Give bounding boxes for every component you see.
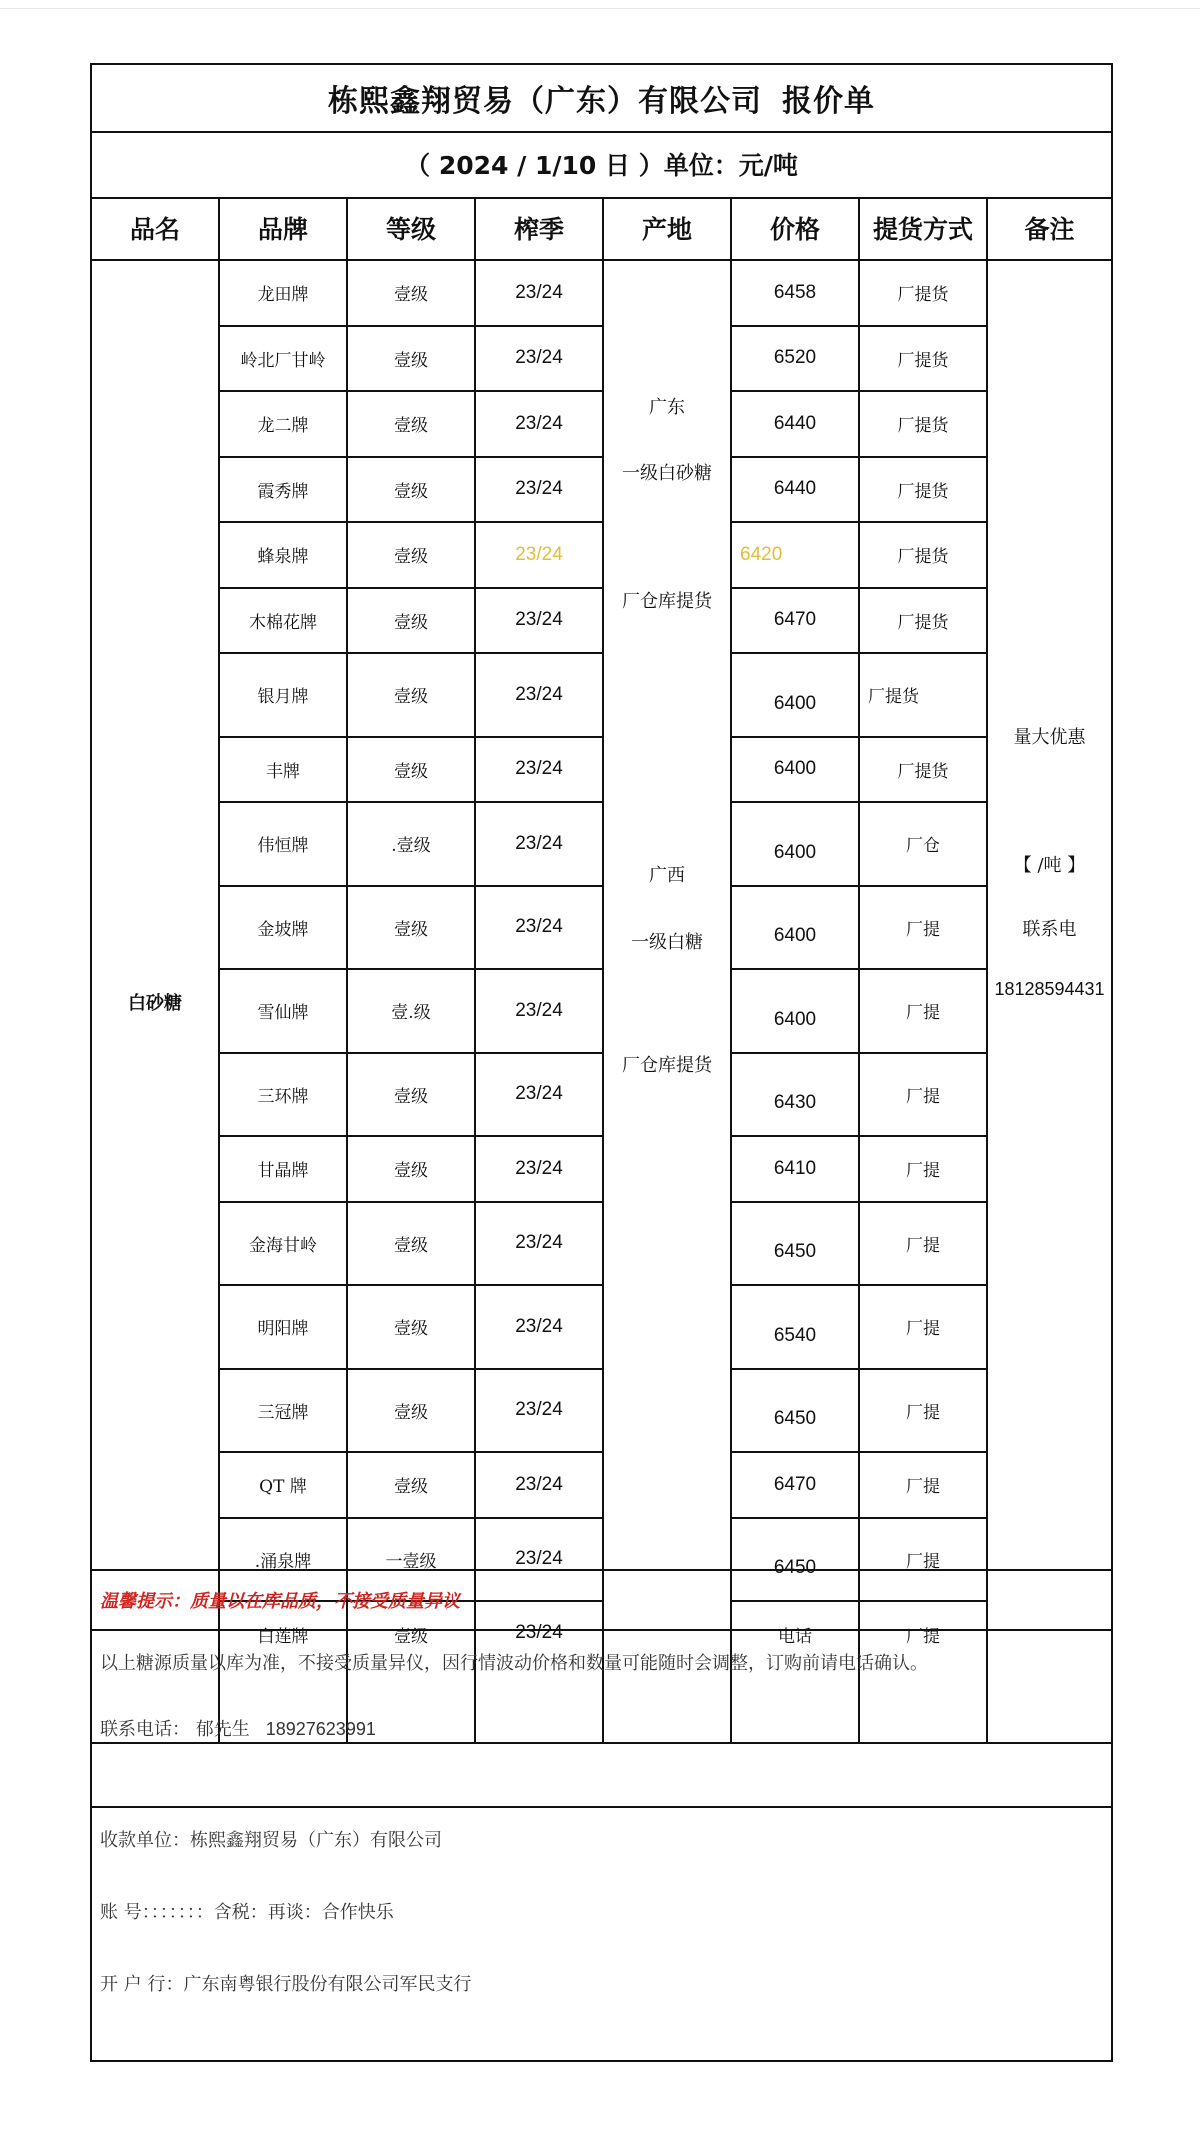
brand-cell: 丰牌 <box>219 737 347 803</box>
grade-cell: 壹级 <box>347 326 475 392</box>
origin-gx-pickup: 厂仓库提货 <box>622 1055 712 1076</box>
table-row <box>92 326 1111 392</box>
method-cell: 厂提 <box>859 1285 987 1369</box>
method-cell: 厂提 <box>859 886 987 970</box>
season-cell: 23/24 <box>475 653 603 737</box>
origin-gd-grade: 一级白砂糖 <box>622 463 712 484</box>
grade-cell: 壹级 <box>347 1202 475 1286</box>
grade-cell: 壹级 <box>347 1601 475 1743</box>
table-row <box>92 1369 1111 1453</box>
price-cell-highlight: 6420 <box>731 522 859 588</box>
grade-cell: 壹级 <box>347 391 475 457</box>
origin-gd-pickup: 厂仓库提货 <box>622 591 712 612</box>
brand-cell: 白莲牌 <box>219 1601 347 1743</box>
price-cell: 6400 <box>731 737 859 803</box>
brand-cell: 雪仙牌 <box>219 969 347 1053</box>
table-row <box>92 653 1111 737</box>
method-cell: 厂提 <box>859 1601 987 1743</box>
grade-cell: 壹级 <box>347 1285 475 1369</box>
payee-line: 收款单位：栋熙鑫翔贸易（广东）有限公司 <box>100 1830 442 1851</box>
origin-gx-grade: 一级白糖 <box>631 932 703 953</box>
method-cell: 厂提 <box>859 1053 987 1137</box>
season-cell: 23/24 <box>475 1202 603 1286</box>
season-cell: 23/24 <box>475 1518 603 1602</box>
origin-cell <box>603 260 731 1743</box>
method-cell: 厂提货 <box>859 391 987 457</box>
brand-cell: 明阳牌 <box>219 1285 347 1369</box>
price-cell: 6450 <box>731 1202 859 1286</box>
grade-cell: 壹级 <box>347 737 475 803</box>
season-cell: 23/24 <box>475 260 603 326</box>
price-cell: 6470 <box>731 1452 859 1518</box>
table-row <box>92 1202 1111 1286</box>
table-row <box>92 1053 1111 1137</box>
quotation-sheet <box>90 63 1113 2062</box>
method-cell: 厂提 <box>859 1202 987 1286</box>
bank-section <box>92 1808 1111 2064</box>
price-cell: 6450 <box>731 1369 859 1453</box>
col-header-origin: 产地 <box>603 197 731 260</box>
company-name: 栋熙鑫翔贸易（广东）有限公司 <box>328 84 762 119</box>
table-row <box>92 969 1111 1053</box>
price-cell: 电话 <box>731 1601 859 1743</box>
table-row <box>92 737 1111 803</box>
grade-cell: 壹级 <box>347 1369 475 1453</box>
origin-gx-region: 广西 <box>649 865 685 886</box>
price-cell: 6540 <box>731 1285 859 1369</box>
brand-cell: 三环牌 <box>219 1053 347 1137</box>
table-row <box>92 1452 1111 1518</box>
contact-phone: 18927623991 <box>265 1719 376 1739</box>
season-cell: 23/24 <box>475 326 603 392</box>
col-header-grade: 等级 <box>347 197 475 260</box>
season-cell: 23/24 <box>475 1369 603 1453</box>
contact-line <box>100 1715 376 1741</box>
method-cell: 厂提 <box>859 1136 987 1202</box>
brand-cell: 银月牌 <box>219 653 347 737</box>
contact-label: 联系电话： 郁先生 <box>100 1719 250 1740</box>
brand-cell: 三冠牌 <box>219 1369 347 1453</box>
notes-section <box>92 1631 1111 1808</box>
price-cell: 6520 <box>731 326 859 392</box>
season-cell: 23/24 <box>475 1452 603 1518</box>
method-cell: 厂提货 <box>859 457 987 523</box>
account-line: 账 号：：：：：：：含税：再谈：合作快乐 <box>100 1902 394 1923</box>
brand-cell: 甘晶牌 <box>219 1136 347 1202</box>
brand-cell: 蜂泉牌 <box>219 522 347 588</box>
header-row <box>92 197 1111 260</box>
method-cell: 厂提 <box>859 1452 987 1518</box>
grade-cell: 壹.级 <box>347 969 475 1053</box>
grade-cell: .壹级 <box>347 802 475 886</box>
season-cell: 23/24 <box>475 737 603 803</box>
table-row <box>92 391 1111 457</box>
season-cell: 23/24 <box>475 588 603 654</box>
table-row <box>92 886 1111 970</box>
price-cell: 6470 <box>731 588 859 654</box>
brand-cell: 木棉花牌 <box>219 588 347 654</box>
table-row <box>92 260 1111 326</box>
bank-name-line: 开 户 行：广东南粤银行股份有限公司军民支行 <box>100 1974 472 1995</box>
brand-cell: .涌泉牌 <box>219 1518 347 1602</box>
remark-bulk-discount: 量大优惠 <box>1013 727 1086 748</box>
price-cell: 6450 <box>731 1518 859 1602</box>
grade-cell: 壹级 <box>347 457 475 523</box>
document-title <box>92 65 1111 133</box>
price-cell: 6400 <box>731 802 859 886</box>
remark-unit: 【 /吨 】 <box>1013 855 1086 876</box>
brand-cell: 霞秀牌 <box>219 457 347 523</box>
doc-title: 报价单 <box>782 84 875 119</box>
price-cell: 6440 <box>731 457 859 523</box>
price-table <box>92 197 1111 1744</box>
remark-cell <box>987 260 1111 1743</box>
price-cell: 6458 <box>731 260 859 326</box>
top-divider <box>0 8 1200 9</box>
grade-cell: 壹级 <box>347 1053 475 1137</box>
season-cell: 23/24 <box>475 969 603 1053</box>
season-cell-highlight: 23/24 <box>475 522 603 588</box>
method-cell: 厂提货 <box>859 326 987 392</box>
table-row <box>92 1285 1111 1369</box>
grade-cell: 壹级 <box>347 886 475 970</box>
grade-cell: 壹级 <box>347 1452 475 1518</box>
method-cell: 厂提货 <box>859 653 987 737</box>
remark-phone: 18128594431 <box>994 979 1105 999</box>
table-row <box>92 522 1111 588</box>
table-row <box>92 802 1111 886</box>
grade-cell: 壹级 <box>347 522 475 588</box>
grade-cell: 壹级 <box>347 588 475 654</box>
season-cell: 23/24 <box>475 1053 603 1137</box>
price-cell: 6400 <box>731 886 859 970</box>
col-header-brand: 品牌 <box>219 197 347 260</box>
grade-cell: 一壹级 <box>347 1518 475 1602</box>
remark-contact-label: 联系电 <box>1022 919 1077 940</box>
disclaimer-text: 以上糖源质量以库为准，不接受质量异仪，因行情波动价格和数量可能随时会调整，订购前请电话确认。 <box>100 1653 928 1674</box>
brand-cell: 龙田牌 <box>219 260 347 326</box>
method-cell: 厂提货 <box>859 260 987 326</box>
brand-cell: 金坡牌 <box>219 886 347 970</box>
price-cell: 6410 <box>731 1136 859 1202</box>
brand-cell: 龙二牌 <box>219 391 347 457</box>
price-cell: 6430 <box>731 1053 859 1137</box>
col-header-method: 提货方式 <box>859 197 987 260</box>
season-cell: 23/24 <box>475 802 603 886</box>
season-cell: 23/24 <box>475 391 603 457</box>
table-row <box>92 588 1111 654</box>
method-cell: 厂提货 <box>859 737 987 803</box>
method-cell: 厂提 <box>859 1369 987 1453</box>
brand-cell: QT 牌 <box>219 1452 347 1518</box>
season-cell: 23/24 <box>475 1285 603 1369</box>
brand-cell: 伟恒牌 <box>219 802 347 886</box>
price-cell: 6440 <box>731 391 859 457</box>
method-cell: 厂提货 <box>859 588 987 654</box>
grade-cell: 壹级 <box>347 260 475 326</box>
date-unit-line: （ 2024 / 1/10 日 ）单位：元/吨 <box>92 131 1111 199</box>
season-cell: 23/24 <box>475 1136 603 1202</box>
brand-cell: 金海甘岭 <box>219 1202 347 1286</box>
col-header-season: 榨季 <box>475 197 603 260</box>
method-cell: 厂提 <box>859 1518 987 1602</box>
col-header-product: 品名 <box>92 197 219 260</box>
method-cell: 厂提货 <box>859 522 987 588</box>
season-cell: 23/24 <box>475 1601 603 1743</box>
season-cell: 23/24 <box>475 886 603 970</box>
season-cell: 23/24 <box>475 457 603 523</box>
table-row <box>92 457 1111 523</box>
method-cell: 厂仓 <box>859 802 987 886</box>
col-header-price: 价格 <box>731 197 859 260</box>
table-row <box>92 1136 1111 1202</box>
brand-cell: 岭北厂甘岭 <box>219 326 347 392</box>
grade-cell: 壹级 <box>347 1136 475 1202</box>
grade-cell: 壹级 <box>347 653 475 737</box>
warning-note: 温馨提示：质量以在库品质，不接受质量异议 <box>92 1569 1111 1631</box>
price-cell: 6400 <box>731 653 859 737</box>
method-cell: 厂提 <box>859 969 987 1053</box>
product-cell: 白砂糖 <box>92 260 219 1743</box>
col-header-remark: 备注 <box>987 197 1111 260</box>
price-cell: 6400 <box>731 969 859 1053</box>
origin-gd-region: 广东 <box>649 397 685 418</box>
